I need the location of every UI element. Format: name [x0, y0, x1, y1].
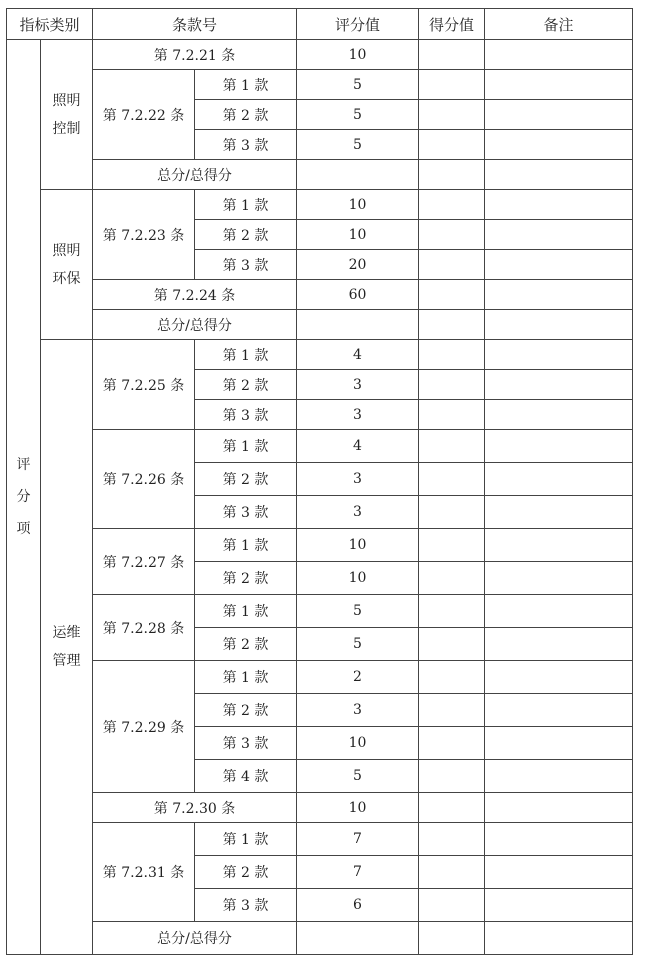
score-value-cell: 7 [297, 856, 419, 889]
header-notes: 备注 [485, 9, 633, 40]
clause-cell: 第 7.2.31 条 [93, 823, 195, 922]
score-value-cell: 60 [297, 280, 419, 310]
points-cell[interactable] [419, 370, 485, 400]
main-category-char: 项 [16, 521, 31, 537]
points-cell[interactable] [419, 190, 485, 220]
score-value-cell: 5 [297, 760, 419, 793]
item-cell: 第 2 款 [195, 628, 297, 661]
score-value-cell: 10 [297, 793, 419, 823]
total-label: 总分/总得分 [93, 922, 297, 955]
item-cell: 第 1 款 [195, 529, 297, 562]
score-value-cell: 2 [297, 661, 419, 694]
points-cell[interactable] [419, 793, 485, 823]
item-cell: 第 2 款 [195, 856, 297, 889]
clause-cell: 第 7.2.30 条 [93, 793, 297, 823]
table-row [7, 595, 633, 628]
total-row [7, 922, 633, 955]
clause-cell: 第 7.2.26 条 [93, 430, 195, 529]
total-row [7, 160, 633, 190]
clause-cell: 第 7.2.28 条 [93, 595, 195, 661]
points-cell[interactable] [419, 220, 485, 250]
notes-cell[interactable] [485, 496, 633, 529]
notes-cell[interactable] [485, 856, 633, 889]
points-cell[interactable] [419, 628, 485, 661]
item-cell: 第 1 款 [195, 70, 297, 100]
points-cell[interactable] [419, 922, 485, 955]
main-category-char: 评 [16, 457, 31, 473]
score-value-cell: 4 [297, 430, 419, 463]
table-row [7, 529, 633, 562]
notes-cell[interactable] [485, 661, 633, 694]
sub-category-cell [41, 190, 93, 340]
notes-cell[interactable] [485, 823, 633, 856]
score-value-cell: 3 [297, 463, 419, 496]
clause-cell: 第 7.2.29 条 [93, 661, 195, 793]
item-cell: 第 3 款 [195, 130, 297, 160]
points-cell[interactable] [419, 400, 485, 430]
total-row [7, 310, 633, 340]
score-value-cell: 10 [297, 40, 419, 70]
score-value-cell: 5 [297, 130, 419, 160]
item-cell: 第 3 款 [195, 400, 297, 430]
item-cell: 第 2 款 [195, 694, 297, 727]
points-cell[interactable] [419, 340, 485, 370]
points-cell[interactable] [419, 661, 485, 694]
points-cell[interactable] [419, 310, 485, 340]
header-row [7, 9, 633, 40]
score-value-cell: 5 [297, 595, 419, 628]
scoring-table [6, 8, 633, 955]
score-value-cell: 3 [297, 400, 419, 430]
item-cell: 第 3 款 [195, 250, 297, 280]
score-value-cell: 10 [297, 562, 419, 595]
table-row [7, 430, 633, 463]
points-cell[interactable] [419, 562, 485, 595]
score-value-cell [297, 160, 419, 190]
item-cell: 第 2 款 [195, 562, 297, 595]
points-cell[interactable] [419, 823, 485, 856]
points-cell[interactable] [419, 694, 485, 727]
item-cell: 第 1 款 [195, 430, 297, 463]
notes-cell[interactable] [485, 793, 633, 823]
notes-cell[interactable] [485, 310, 633, 340]
points-cell[interactable] [419, 595, 485, 628]
header-score-value: 评分值 [297, 9, 419, 40]
item-cell: 第 3 款 [195, 496, 297, 529]
score-value-cell: 7 [297, 823, 419, 856]
notes-cell[interactable] [485, 340, 633, 370]
table-row [7, 661, 633, 694]
table-row [7, 340, 633, 370]
item-cell: 第 2 款 [195, 370, 297, 400]
notes-cell[interactable] [485, 190, 633, 220]
notes-cell[interactable] [485, 562, 633, 595]
item-cell: 第 1 款 [195, 661, 297, 694]
notes-cell[interactable] [485, 463, 633, 496]
notes-cell[interactable] [485, 220, 633, 250]
score-value-cell: 6 [297, 889, 419, 922]
points-cell[interactable] [419, 160, 485, 190]
notes-cell[interactable] [485, 370, 633, 400]
notes-cell[interactable] [485, 694, 633, 727]
notes-cell[interactable] [485, 130, 633, 160]
notes-cell[interactable] [485, 70, 633, 100]
points-cell[interactable] [419, 100, 485, 130]
sub-category-line: 控制 [52, 120, 81, 137]
points-cell[interactable] [419, 727, 485, 760]
score-value-cell: 3 [297, 496, 419, 529]
points-cell[interactable] [419, 496, 485, 529]
main-category-char: 分 [16, 489, 31, 505]
score-value-cell: 3 [297, 694, 419, 727]
item-cell: 第 1 款 [195, 595, 297, 628]
notes-cell[interactable] [485, 529, 633, 562]
header-category: 指标类别 [7, 9, 93, 40]
item-cell: 第 2 款 [195, 463, 297, 496]
item-cell: 第 4 款 [195, 760, 297, 793]
notes-cell[interactable] [485, 250, 633, 280]
sub-category-line: 运维 [52, 625, 81, 641]
total-label: 总分/总得分 [93, 160, 297, 190]
item-cell: 第 3 款 [195, 727, 297, 760]
points-cell[interactable] [419, 70, 485, 100]
clause-cell: 第 7.2.22 条 [93, 70, 195, 160]
sub-category-cell [41, 340, 93, 955]
item-cell: 第 3 款 [195, 889, 297, 922]
score-value-cell: 10 [297, 727, 419, 760]
points-cell[interactable] [419, 529, 485, 562]
score-value-cell: 5 [297, 70, 419, 100]
table-row [7, 190, 633, 220]
table-row [7, 280, 633, 310]
sub-category-line: 照明 [52, 92, 81, 109]
notes-cell[interactable] [485, 922, 633, 955]
notes-cell[interactable] [485, 595, 633, 628]
points-cell[interactable] [419, 430, 485, 463]
main-category-cell [7, 40, 41, 955]
notes-cell[interactable] [485, 727, 633, 760]
score-value-cell: 4 [297, 340, 419, 370]
header-clause: 条款号 [93, 9, 297, 40]
score-value-cell: 3 [297, 370, 419, 400]
notes-cell[interactable] [485, 400, 633, 430]
points-cell[interactable] [419, 280, 485, 310]
clause-cell: 第 7.2.21 条 [93, 40, 297, 70]
notes-cell[interactable] [485, 760, 633, 793]
score-value-cell: 5 [297, 100, 419, 130]
clause-cell: 第 7.2.27 条 [93, 529, 195, 595]
notes-cell[interactable] [485, 889, 633, 922]
notes-cell[interactable] [485, 628, 633, 661]
clause-cell: 第 7.2.24 条 [93, 280, 297, 310]
item-cell: 第 2 款 [195, 220, 297, 250]
score-value-cell: 20 [297, 250, 419, 280]
points-cell[interactable] [419, 889, 485, 922]
notes-cell[interactable] [485, 100, 633, 130]
score-value-cell: 5 [297, 628, 419, 661]
clause-cell: 第 7.2.23 条 [93, 190, 195, 280]
header-points: 得分值 [419, 9, 485, 40]
item-cell: 第 2 款 [195, 100, 297, 130]
sub-category-line: 管理 [52, 653, 81, 669]
table-row [7, 40, 633, 70]
table-row [7, 793, 633, 823]
points-cell[interactable] [419, 130, 485, 160]
score-value-cell [297, 922, 419, 955]
points-cell[interactable] [419, 856, 485, 889]
points-cell[interactable] [419, 463, 485, 496]
notes-cell[interactable] [485, 160, 633, 190]
notes-cell[interactable] [485, 280, 633, 310]
sub-category-cell [41, 40, 93, 190]
sub-category-line: 照明 [52, 242, 81, 259]
notes-cell[interactable] [485, 40, 633, 70]
score-value-cell: 10 [297, 529, 419, 562]
table-row [7, 823, 633, 856]
points-cell[interactable] [419, 250, 485, 280]
clause-cell: 第 7.2.25 条 [93, 340, 195, 430]
points-cell[interactable] [419, 40, 485, 70]
total-label: 总分/总得分 [93, 310, 297, 340]
score-value-cell: 10 [297, 220, 419, 250]
score-value-cell [297, 310, 419, 340]
item-cell: 第 1 款 [195, 340, 297, 370]
sub-category-line: 环保 [52, 270, 81, 287]
table-row [7, 70, 633, 100]
notes-cell[interactable] [485, 430, 633, 463]
item-cell: 第 1 款 [195, 823, 297, 856]
item-cell: 第 1 款 [195, 190, 297, 220]
score-value-cell: 10 [297, 190, 419, 220]
points-cell[interactable] [419, 760, 485, 793]
